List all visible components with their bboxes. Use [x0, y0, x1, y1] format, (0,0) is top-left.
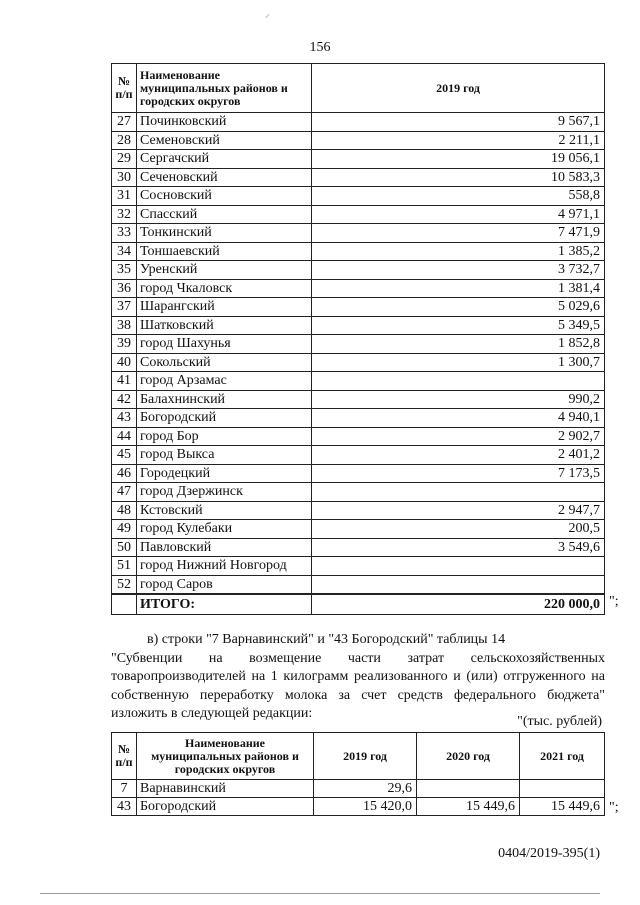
value-2019: 19 056,1	[312, 150, 605, 169]
row-number: 31	[112, 187, 137, 206]
header-year-2020: 2020 год	[417, 733, 520, 780]
total-value: 220 000,0	[312, 594, 605, 615]
row-number: 48	[112, 501, 137, 520]
value-2021: 15 449,6	[520, 798, 605, 816]
municipality-name: Богородский	[137, 409, 312, 428]
value-2019	[312, 483, 605, 502]
header-number: № п/п	[112, 733, 137, 780]
row-number: 39	[112, 335, 137, 354]
row-number: 35	[112, 261, 137, 280]
municipality-name: Балахнинский	[137, 390, 312, 409]
municipality-name: город Арзамас	[137, 372, 312, 391]
value-2019: 1 300,7	[312, 353, 605, 372]
top-mark: ⸝	[265, 9, 270, 20]
table-row	[112, 557, 605, 576]
total-number-cell	[112, 594, 137, 615]
value-2019: 1 852,8	[312, 335, 605, 354]
table-header-row	[112, 64, 605, 113]
table-row	[112, 150, 605, 169]
paragraph-line-1: в) строки "7 Варнавинский" и "43 Богородский" таблицы 14	[147, 632, 506, 647]
row-number: 37	[112, 298, 137, 317]
table-row	[112, 427, 605, 446]
row-number: 42	[112, 390, 137, 409]
value-2019	[312, 557, 605, 576]
value-2019: 2 211,1	[312, 131, 605, 150]
total-row	[112, 594, 605, 615]
table-row	[112, 242, 605, 261]
value-2020: 15 449,6	[417, 798, 520, 816]
subsidy-table-14	[111, 732, 605, 816]
value-2019: 3 732,7	[312, 261, 605, 280]
table-row	[112, 409, 605, 428]
row-number: 43	[112, 409, 137, 428]
header-year-2021: 2021 год	[520, 733, 605, 780]
municipality-name: Павловский	[137, 538, 312, 557]
closing-quote-1: ";	[609, 594, 619, 609]
value-2019: 1 381,4	[312, 279, 605, 298]
municipality-name: город Нижний Новгород	[137, 557, 312, 576]
header-year-2019: 2019 год	[314, 733, 417, 780]
subsidy-table-2019	[111, 63, 605, 615]
table-body	[112, 113, 605, 615]
row-number: 38	[112, 316, 137, 335]
municipality-name: Варнавинский	[137, 780, 314, 798]
municipality-name: Богородский	[137, 798, 314, 816]
row-number: 41	[112, 372, 137, 391]
table-row	[112, 168, 605, 187]
table-row	[112, 224, 605, 243]
row-number: 52	[112, 575, 137, 594]
total-label: ИТОГО:	[137, 594, 312, 615]
value-2019: 7 173,5	[312, 464, 605, 483]
row-number: 44	[112, 427, 137, 446]
table-row	[112, 446, 605, 465]
value-2019: 558,8	[312, 187, 605, 206]
value-2019: 4 940,1	[312, 409, 605, 428]
value-2019: 990,2	[312, 390, 605, 409]
table-row	[112, 113, 605, 132]
row-number: 50	[112, 538, 137, 557]
value-2019: 10 583,3	[312, 168, 605, 187]
municipality-name: Городецкий	[137, 464, 312, 483]
table-row	[112, 261, 605, 280]
document-code: 0404/2019-395(1)	[498, 846, 600, 861]
header-number: № п/п	[112, 64, 137, 113]
paragraph-body: "Субвенции на возмещение части затрат сельскохозяйственных товаропроизводителей на 1 килограмм реализованного и (или) отгруженного на собственную переработку молока за счет средств федерального бюджета" изложить в следующей редакции:	[111, 650, 605, 721]
page-number: 156	[309, 40, 331, 55]
row-number: 7	[112, 780, 137, 798]
value-2019: 3 549,6	[312, 538, 605, 557]
table-row	[112, 798, 605, 816]
municipality-name: Сосновский	[137, 187, 312, 206]
municipality-name: город Выкса	[137, 446, 312, 465]
table-header-row	[112, 733, 605, 780]
value-2019: 7 471,9	[312, 224, 605, 243]
municipality-name: город Шахунья	[137, 335, 312, 354]
value-2019: 2 902,7	[312, 427, 605, 446]
table-row	[112, 316, 605, 335]
row-number: 33	[112, 224, 137, 243]
table-row	[112, 187, 605, 206]
municipality-name: Сокольский	[137, 353, 312, 372]
row-number: 34	[112, 242, 137, 261]
closing-quote-2: ";	[609, 800, 619, 815]
table-row	[112, 279, 605, 298]
bottom-divider	[40, 893, 600, 894]
value-2019: 29,6	[314, 780, 417, 798]
municipality-name: Шарангский	[137, 298, 312, 317]
row-number: 46	[112, 464, 137, 483]
row-number: 30	[112, 168, 137, 187]
municipality-name: город Чкаловск	[137, 279, 312, 298]
value-2019: 1 385,2	[312, 242, 605, 261]
municipality-name: город Кулебаки	[137, 520, 312, 539]
table-row	[112, 780, 605, 798]
value-2019: 5 349,5	[312, 316, 605, 335]
value-2019	[312, 372, 605, 391]
value-2021	[520, 780, 605, 798]
value-2019: 4 971,1	[312, 205, 605, 224]
municipality-name: город Дзержинск	[137, 483, 312, 502]
table-row	[112, 575, 605, 594]
value-2019: 5 029,6	[312, 298, 605, 317]
value-2020	[417, 780, 520, 798]
value-2019: 9 567,1	[312, 113, 605, 132]
table-row	[112, 464, 605, 483]
municipality-name: Кстовский	[137, 501, 312, 520]
value-2019: 15 420,0	[314, 798, 417, 816]
table-row	[112, 390, 605, 409]
row-number: 27	[112, 113, 137, 132]
table-row	[112, 483, 605, 502]
value-2019: 2 401,2	[312, 446, 605, 465]
header-municipality: Наименование муниципальных районов и городских округов	[137, 733, 314, 780]
row-number: 32	[112, 205, 137, 224]
value-2019	[312, 575, 605, 594]
table-row	[112, 205, 605, 224]
row-number: 49	[112, 520, 137, 539]
municipality-name: Сергачский	[137, 150, 312, 169]
table-row	[112, 538, 605, 557]
header-municipality: Наименование муниципальных районов и городских округов	[137, 64, 312, 113]
municipality-name: Шатковский	[137, 316, 312, 335]
row-number: 51	[112, 557, 137, 576]
municipality-name: город Саров	[137, 575, 312, 594]
header-year-2019: 2019 год	[312, 64, 605, 113]
table-row	[112, 353, 605, 372]
municipality-name: Спасский	[137, 205, 312, 224]
unit-label: "(тыс. рублей)	[517, 714, 602, 729]
value-2019: 2 947,7	[312, 501, 605, 520]
row-number: 36	[112, 279, 137, 298]
row-number: 45	[112, 446, 137, 465]
municipality-name: Семеновский	[137, 131, 312, 150]
municipality-name: Уренский	[137, 261, 312, 280]
table-row	[112, 131, 605, 150]
table-row	[112, 298, 605, 317]
row-number: 43	[112, 798, 137, 816]
row-number: 29	[112, 150, 137, 169]
row-number: 40	[112, 353, 137, 372]
value-2019: 200,5	[312, 520, 605, 539]
table-row	[112, 520, 605, 539]
municipality-name: Тоншаевский	[137, 242, 312, 261]
municipality-name: Починковский	[137, 113, 312, 132]
row-number: 28	[112, 131, 137, 150]
table-row	[112, 335, 605, 354]
amendment-paragraph	[111, 631, 605, 724]
municipality-name: Сеченовский	[137, 168, 312, 187]
table-row	[112, 372, 605, 391]
row-number: 47	[112, 483, 137, 502]
table-body	[112, 780, 605, 816]
municipality-name: Тонкинский	[137, 224, 312, 243]
municipality-name: город Бор	[137, 427, 312, 446]
table-row	[112, 501, 605, 520]
